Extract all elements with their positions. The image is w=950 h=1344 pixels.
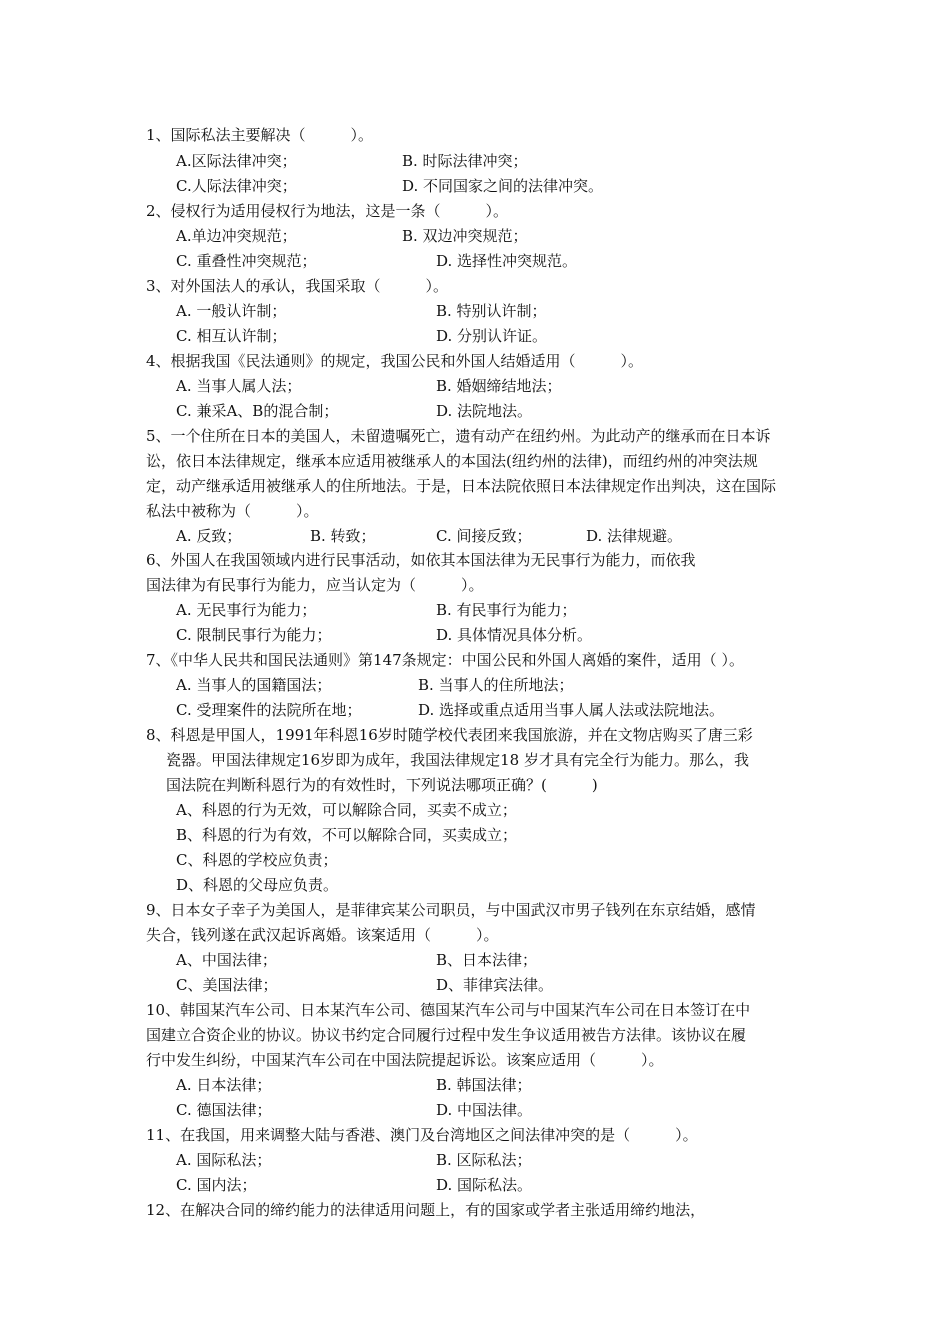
question-9-option-d: D、菲律宾法律。 <box>436 976 554 994</box>
question-4-stem: 4、根据我国《民法通则》的规定，我国公民和外国人结婚适用（ ）。 <box>146 352 644 370</box>
question-11-stem: 11、在我国，用来调整大陆与香港、澳门及台湾地区之间法律冲突的是（ ）。 <box>146 1126 698 1144</box>
question-8-option-b: B、科恩的行为有效，不可以解除合同，买卖成立； <box>176 826 518 844</box>
question-5-option-a: A. 反致； <box>176 527 242 545</box>
question-8-stem-line: 瓷器。甲国法律规定16岁即为成年，我国法律规定18 岁才具有完全行为能力。那么，我 <box>166 751 749 769</box>
question-5-stem-line: 定，动产继承适用被继承人的住所地法。于是，日本法院依照日本法律规定作出判决，这在国际 <box>146 477 777 495</box>
question-2-stem: 2、侵权行为适用侵权行为地法，这是一条（ ）。 <box>146 202 509 220</box>
question-5-option-c: C. 间接反致； <box>436 527 532 545</box>
question-8-option-a: A、科恩的行为无效，可以解除合同，买卖不成立； <box>176 801 517 819</box>
question-6-option-a: A. 无民事行为能力； <box>176 601 317 619</box>
question-7-option-a: A. 当事人的国籍国法； <box>176 676 332 694</box>
question-3-option-b: B. 特别认许制； <box>436 302 547 320</box>
question-3-option-c: C. 相互认许制； <box>176 327 287 345</box>
question-10-option-c: C. 德国法律； <box>176 1101 272 1119</box>
question-3-option-a: A. 一般认许制； <box>176 302 287 320</box>
question-9-option-b: B、日本法律； <box>436 951 538 969</box>
question-5-stem-line: 讼，依日本法律规定，继承本应适用被继承人的本国法(纽约州的法律)，而纽约州的冲突法规 <box>146 452 758 470</box>
question-8-stem-line: 国法院在判断科恩行为的有效性时，下列说法哪项正确？( ) <box>166 776 598 794</box>
question-11-option-d: D. 国际私法。 <box>436 1176 533 1194</box>
question-7-option-b: B. 当事人的住所地法； <box>418 676 574 694</box>
question-4-option-d: D. 法院地法。 <box>436 402 533 420</box>
question-7-option-c: C. 受理案件的法院所在地； <box>176 701 362 719</box>
question-4-option-a: A. 当事人属人法； <box>176 377 302 395</box>
question-1-option-b: B. 时际法律冲突； <box>402 152 528 170</box>
question-6-option-c: C. 限制民事行为能力； <box>176 626 332 644</box>
question-1-option-d: D. 不同国家之间的法律冲突。 <box>402 177 604 195</box>
question-11-option-a: A. 国际私法； <box>176 1151 272 1169</box>
question-10-option-d: D. 中国法律。 <box>436 1101 533 1119</box>
question-8-option-d: D、科恩的父母应负责。 <box>176 876 339 894</box>
question-10-stem-line: 国建立合资企业的协议。协议书约定合同履行过程中发生争议适用被告方法律。该协议在履 <box>146 1026 747 1044</box>
question-9-option-a: A、中国法律； <box>176 951 277 969</box>
question-11-option-b: B. 区际私法； <box>436 1151 532 1169</box>
question-2-option-a: A.单边冲突规范； <box>176 227 297 245</box>
question-10-option-b: B. 韩国法律； <box>436 1076 532 1094</box>
question-9-stem-line: 失合，钱列遂在武汉起诉离婚。该案适用（ ）。 <box>146 926 499 944</box>
question-2-option-c: C. 重叠性冲突规范； <box>176 252 317 270</box>
question-1-option-c: C.人际法律冲突； <box>176 177 297 195</box>
question-7-stem: 7、《中华人民共和国民法通则》第147条规定：中国公民和外国人离婚的案件，适用（ ）。 <box>146 651 744 669</box>
question-6-stem-line: 6、外国人在我国领域内进行民事活动，如依其本国法律为无民事行为能力，而依我 <box>146 551 696 569</box>
question-9-option-c: C、美国法律； <box>176 976 278 994</box>
question-7-option-d: D. 选择或重点适用当事人属人法或法院地法。 <box>418 701 725 719</box>
question-10-stem-line: 行中发生纠纷，中国某汽车公司在中国法院提起诉讼。该案应适用（ ）。 <box>146 1051 664 1069</box>
question-6-stem-line: 国法律为有民事行为能力，应当认定为（ ）。 <box>146 576 484 594</box>
question-4-option-c: C. 兼采A、B的混合制； <box>176 402 339 420</box>
question-2-option-d: D. 选择性冲突规范。 <box>436 252 578 270</box>
question-10-option-a: A. 日本法律； <box>176 1076 272 1094</box>
question-5-option-d: D. 法律规避。 <box>586 527 683 545</box>
question-8-option-c: C、科恩的学校应负责； <box>176 851 338 869</box>
question-12-stem: 12、在解决合同的缔约能力的法律适用问题上，有的国家或学者主张适用缔约地法， <box>146 1201 706 1219</box>
question-1-option-a: A.区际法律冲突； <box>176 152 297 170</box>
question-5-stem-line: 私法中被称为（ ）。 <box>146 502 319 520</box>
question-8-stem-line: 8、科恩是甲国人，1991年科恩16岁时随学校代表团来我国旅游，并在文物店购买了唐三彩 <box>146 726 753 744</box>
question-3-stem: 3、对外国法人的承认，我国采取（ ）。 <box>146 277 449 295</box>
question-5-option-b: B. 转致； <box>310 527 376 545</box>
question-9-stem-line: 9、日本女子幸子为美国人，是菲律宾某公司职员，与中国武汉市男子钱列在东京结婚，感情 <box>146 901 756 919</box>
question-2-option-b: B. 双边冲突规范； <box>402 227 528 245</box>
question-11-option-c: C. 国内法； <box>176 1176 257 1194</box>
question-10-stem-line: 10、韩国某汽车公司、日本某汽车公司、德国某汽车公司与中国某汽车公司在日本签订在中 <box>146 1001 751 1019</box>
question-1-stem: 1、国际私法主要解决（ ）。 <box>146 126 374 144</box>
question-6-option-d: D. 具体情况具体分析。 <box>436 626 593 644</box>
question-6-option-b: B. 有民事行为能力； <box>436 601 577 619</box>
question-4-option-b: B. 婚姻缔结地法； <box>436 377 562 395</box>
question-5-stem-line: 5、一个住所在日本的美国人，未留遗嘱死亡，遗有动产在纽约州。为此动产的继承而在日本诉 <box>146 427 771 445</box>
question-3-option-d: D. 分别认许证。 <box>436 327 548 345</box>
